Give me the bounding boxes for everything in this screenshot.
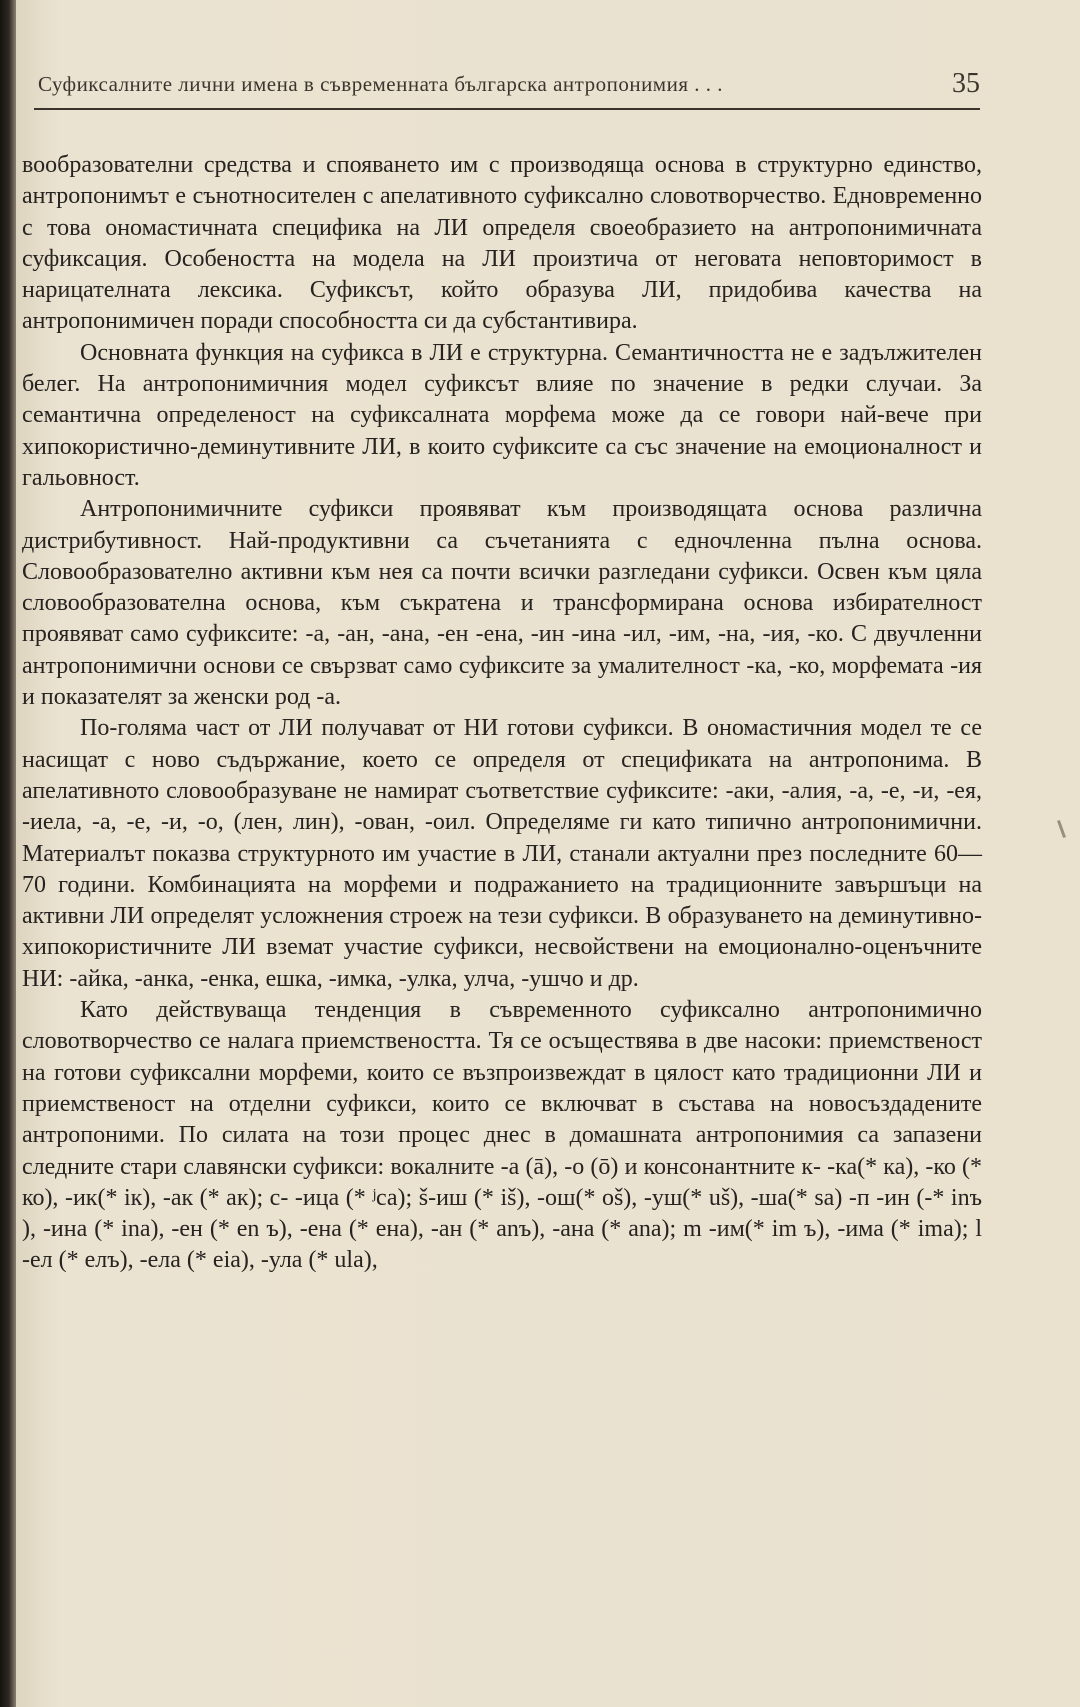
paragraph-5: Като действуваща тенденция в съвременното суфиксално антропонимично словотворчество се налага приемствеността. Тя се осъществява в две насоки: приемственост на готови суфиксални морфеми, които се възпроизвеждат в цялост като традиционни ЛИ и приемственост на отделни суфикси, които се включват в състава на новосъздадените антропоними. По силата на този процес днес в домашната антропонимия са запазени следните стари славянски суфикси: вокалните -а (ā), -о (ō) и консонантните к- -ка(* ка), -ко (* ко), -ик(* ік), -ак (* ак); с- -ица (* ʲса); š-иш (* iš), -ош(* oš), -уш(* uš), -ша(* sa) -п -ин (-* inъ ), -ина (* ina), -ен (* en ъ), -ена (* ена), -ан (* anъ), -ана (* ana); m -им(* im ъ), -има (* ima); l -ел (* елъ), -ела (* eіa), -ула (* ula), (22, 997, 982, 1274)
paragraph-1: вообразователни средства и спояването им с производяща основа в структурно единство, антропонимът е сънотносителен с апелативното суфиксално словотворчество. Едновременно с това ономастичната специфика на ЛИ определя своеобразието на антропонимичната суфиксация. Особеността на модела на ЛИ произтича от неговата неповторимост в нарицателната лексика. Суфиксът, който образува ЛИ, придобива качества на антропонимичен поради способността си да субстантивира. (22, 152, 982, 335)
paragraph-3: Антропонимичните суфикси проявяват към производящата основа различна дистрибутивност. Най-продуктивни са съчетанията с едночленна пълна основа. Словообразователно активни към нея са почти всички разгледани суфикси. Освен към цяла словообразователна основа, към съкратена и трансформирана основа избирателност проявяват само суфиксите: -а, -ан, -ана, -ен -ена, -ин -ина -ил, -им, -на, -ия, -ко. С двучленни антропонимични основи се свързват само суфиксите за умалителност -ка, -ко, морфемата -ия и показателят за женски род -а. (22, 496, 982, 711)
body-text (22, 150, 982, 1277)
running-header (34, 68, 980, 110)
page-number: 35 (952, 68, 980, 99)
paragraph-2: Основната функция на суфикса в ЛИ е структурна. Семантичността не е задължителен белег. На антропонимичния модел суфиксът влияе по значение в редки случаи. За семантична определеност на суфиксалната морфема може да се говори най-вече при хипокористично-деминутивните ЛИ, в които суфиксите са със значение на емоционалност и гальовност. (22, 339, 982, 491)
margin-mark (1057, 820, 1066, 838)
paragraph-4: По-голяма част от ЛИ получават от НИ готови суфикси. В ономастичния модел те се насищат с ново съдържание, което се определя от спецификата на антропонима. В апелативното словообразуване не намират съответствие суфиксите: -аки, -алия, -а, -е, -и, -ея, -иела, -а, -е, -и, -о, (лен, лин), -ован, -оил. Определяме ги като типично антропонимични. Материалът показва структурното им участие в ЛИ, станали актуални през последните 60—70 години. Комбинацията на морфеми и подражанието на традиционните завършъци на активни ЛИ определят усложнения строеж на тези суфикси. В образуването на деминутивно-хипокористичните ЛИ вземат участие суфикси, несвойствени на емоционално-оценъчните НИ: -айка, -анка, -енка, ешка, -имка, -улка, улча, -ушчо и др. (22, 715, 982, 992)
running-title: Суфиксалните лични имена в съвременната българска антропонимия . . . (38, 72, 723, 96)
book-binding-shadow (0, 0, 16, 1707)
